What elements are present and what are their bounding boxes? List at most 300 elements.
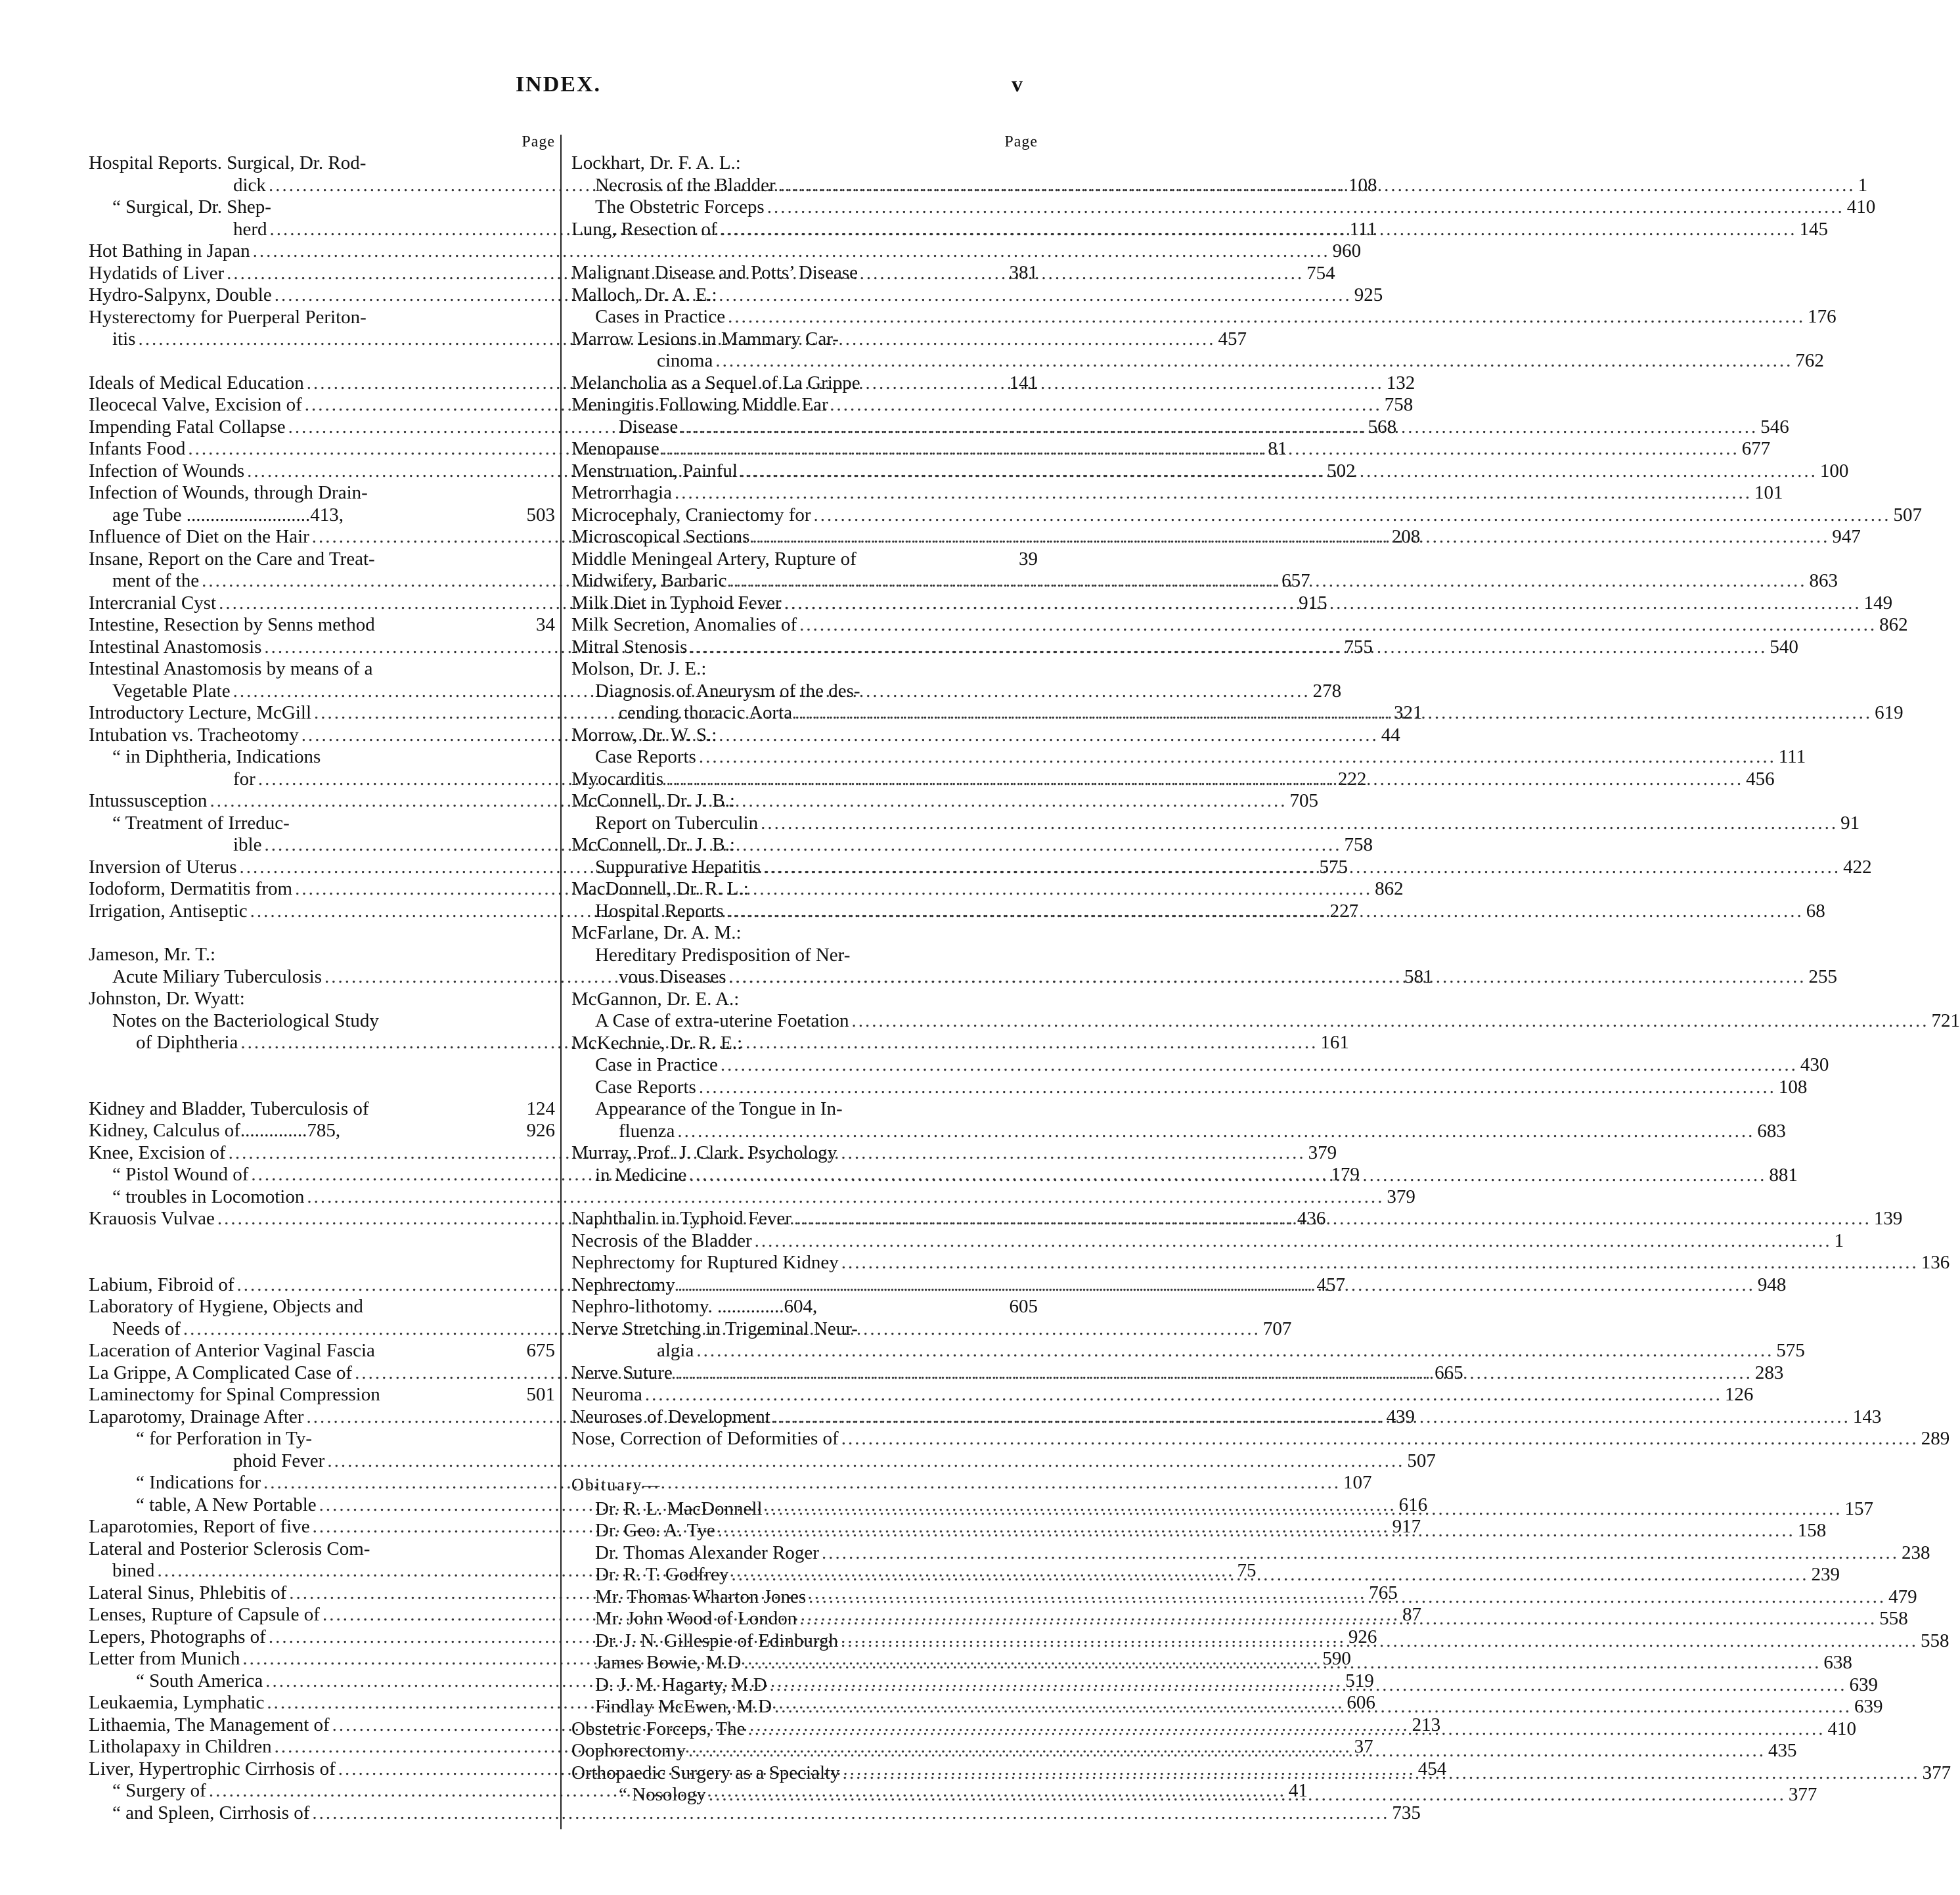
entry-page-number: 101 — [1754, 482, 1783, 503]
entry-title: Milk Diet in Typhoid Fever — [571, 592, 782, 613]
index-entry — [571, 680, 1038, 703]
index-entry — [571, 548, 1038, 571]
entry-title: Dr. R. L. MacDonnell — [595, 1498, 763, 1519]
index-entry — [89, 658, 555, 680]
entry-page-number: 289 — [1921, 1428, 1950, 1449]
leader-dots — [718, 1520, 1795, 1542]
entry-title: “ Treatment of Irreduc- — [112, 812, 290, 834]
entry-page-number: 665 — [1435, 1362, 1463, 1383]
leader-dots — [843, 1762, 1920, 1785]
leader-dots — [675, 1362, 1752, 1385]
entry-title: Lenses, Rupture of Capsule of — [89, 1604, 320, 1625]
entry-page-number: 881 — [1769, 1164, 1798, 1186]
entry-title: “ Indications for — [136, 1472, 261, 1493]
index-entry — [89, 1098, 555, 1121]
index-entry — [571, 350, 1824, 372]
entry-title: Nerve Suture — [571, 1362, 673, 1383]
entry-title: Dr. Geo. A. Tye — [595, 1520, 715, 1541]
entry-page-number: 377 — [1922, 1762, 1951, 1783]
entry-title: Vegetable Plate — [112, 680, 231, 702]
entry-page-number: 108 — [1778, 1076, 1808, 1098]
entry-page-number: 540 — [1770, 636, 1798, 658]
entry-page-number: 758 — [1344, 834, 1373, 855]
leader-dots — [773, 1406, 1850, 1429]
index-entry — [571, 1054, 1829, 1077]
entry-page-number: 454 — [1417, 1758, 1447, 1779]
entry-title: Orthopaedic Surgery as a Specialty — [571, 1762, 840, 1783]
entry-title: McFarlane, Dr. A. M.: — [571, 922, 742, 943]
entry-title: “ South America — [136, 1670, 263, 1691]
entry-page-number: 439 — [1386, 1406, 1415, 1427]
index-entry — [89, 504, 555, 527]
leader-dots — [721, 1054, 1798, 1077]
entry-title: Hospital Reports. Surgical, Dr. Rod- — [89, 152, 367, 173]
leader-dots — [689, 1165, 1766, 1187]
entry-title: Insane, Report on the Care and Treat- — [89, 548, 375, 569]
entry-title: fluenza — [619, 1120, 675, 1142]
leader-dots — [841, 1252, 1919, 1274]
entry-page-number: 479 — [1888, 1586, 1917, 1607]
entry-title: Menstruation, Painful — [571, 460, 738, 481]
entry-page-number: 765 — [1369, 1582, 1398, 1603]
index-entry — [571, 1010, 1960, 1033]
entry-page-number: 735 — [1392, 1802, 1421, 1823]
index-entry — [571, 284, 1038, 307]
leader-dots — [675, 482, 1752, 504]
entry-page-number: 158 — [1797, 1520, 1827, 1541]
index-entry — [571, 394, 1038, 416]
entry-page-number: 126 — [1724, 1384, 1754, 1405]
index-entry — [571, 196, 1876, 219]
index-entry — [89, 548, 555, 571]
entry-title: Liver, Hypertrophic Cirrhosis of — [89, 1758, 336, 1779]
entry-page-number: 606 — [1347, 1692, 1375, 1713]
index-entry — [89, 1538, 555, 1561]
entry-title: Intestine, Resection by Senns method — [89, 614, 375, 635]
entry-title: Metrorrhagia — [571, 482, 672, 503]
index-entry — [571, 878, 1038, 901]
index-entry — [89, 1428, 555, 1450]
page-number: v — [1012, 72, 1023, 97]
leader-dots — [680, 416, 1758, 439]
entry-page-number: 410 — [1827, 1718, 1856, 1739]
leader-dots — [690, 636, 1767, 659]
entry-title: James Bowie, M.D — [595, 1652, 742, 1673]
leader-dots — [770, 1674, 1847, 1697]
entry-page-number: 34 — [536, 614, 555, 635]
entry-page-number: 948 — [1757, 1274, 1787, 1295]
entry-page-number: 705 — [1289, 790, 1318, 811]
entry-page-number: 213 — [1412, 1714, 1441, 1735]
leader-dots — [666, 769, 1743, 791]
entry-page-number: 132 — [1386, 372, 1415, 393]
entry-page-number: 100 — [1819, 460, 1849, 481]
entry-title: Menopause — [571, 438, 659, 459]
entry-page-number: 507 — [1893, 504, 1923, 525]
entry-page-number: 44 — [1381, 724, 1400, 746]
entry-page-number: 410 — [1846, 196, 1876, 217]
entry-title: phoid Fever — [233, 1450, 325, 1471]
leader-dots — [799, 614, 1877, 636]
entry-title: cending thoracic Aorta — [619, 702, 793, 723]
leader-dots — [822, 1542, 1899, 1565]
leader-dots — [809, 1586, 1886, 1609]
entry-title: “ table, A New Portable — [136, 1494, 317, 1515]
entry-title: Lung, Resection of — [571, 218, 717, 240]
index-entry — [571, 1252, 1950, 1274]
leader-dots — [761, 813, 1838, 835]
entry-title: Nephrectomy — [571, 1274, 675, 1295]
entry-page-number: 436 — [1297, 1208, 1326, 1229]
entry-page-number: 145 — [1799, 218, 1828, 240]
index-entry — [89, 240, 1362, 263]
index-entry — [571, 1098, 1038, 1121]
index-entry — [571, 1542, 1930, 1565]
entry-page-number: 255 — [1808, 966, 1838, 987]
entry-page-number: 683 — [1757, 1120, 1786, 1142]
entry-title: in Medicine — [595, 1164, 687, 1186]
entry-title: Intercranial Cyst — [89, 592, 217, 613]
entry-page-number: 581 — [1404, 966, 1433, 987]
entry-page-number: 639 — [1849, 1674, 1879, 1695]
leader-dots — [814, 504, 1891, 527]
entry-page-number: 75 — [1237, 1560, 1257, 1581]
index-entry — [571, 790, 1038, 813]
entry-page-number: 863 — [1809, 570, 1838, 591]
entry-page-number: 721 — [1931, 1010, 1960, 1031]
entry-title: Laparotomies, Report of five — [89, 1516, 310, 1537]
index-entry — [89, 813, 555, 835]
entry-title: “ for Perforation in Ty- — [136, 1428, 313, 1449]
entry-page-number: 862 — [1375, 878, 1404, 899]
leader-dots — [763, 857, 1840, 879]
entry-title: cinoma — [657, 350, 713, 371]
leader-dots — [755, 1230, 1832, 1253]
entry-page-number: 41 — [1288, 1780, 1308, 1801]
entry-title: Acute Miliary Tuberculosis — [112, 966, 322, 987]
index-entry — [571, 989, 1038, 1011]
entry-title: Intubation vs. Tracheotomy — [89, 724, 299, 746]
leader-dots — [732, 1564, 1809, 1586]
leader-dots — [677, 1121, 1754, 1143]
entry-page-number: 377 — [1788, 1784, 1817, 1805]
leader-dots — [767, 196, 1844, 219]
entry-title: Midwifery, Barbaric — [571, 570, 727, 591]
leader-dots — [794, 1208, 1871, 1230]
index-entry — [89, 152, 555, 175]
entry-title: Necrosis of the Bladder — [595, 174, 776, 196]
index-entry — [571, 922, 1038, 945]
index-entry — [89, 482, 555, 504]
entry-title: Neuroses of Development — [571, 1406, 770, 1427]
leader-dots — [744, 1652, 1821, 1674]
entry-title: Impending Fatal Collapse — [89, 416, 286, 437]
entry-page-number: 657 — [1281, 570, 1310, 591]
entry-page-number: 179 — [1331, 1164, 1360, 1185]
entry-title: Infection of Wounds — [89, 460, 245, 481]
entry-title: Laparotomy, Drainage After — [89, 1406, 304, 1427]
index-entry — [571, 1033, 1038, 1055]
entry-title: D. J. M. Hagarty, M.D — [595, 1674, 767, 1695]
leader-dots — [715, 350, 1793, 372]
index-entry — [571, 658, 1038, 680]
index-entry — [571, 1142, 1038, 1165]
entry-page-number: 457 — [1218, 328, 1247, 349]
entry-page-number: 926 — [526, 1120, 555, 1141]
entry-page-number: 87 — [1402, 1604, 1421, 1625]
entry-page-number: 239 — [1811, 1564, 1840, 1585]
obituary-heading: Obituary— — [571, 1475, 661, 1494]
entry-title: Introductory Lecture, McGill — [89, 702, 312, 723]
entry-title: “ Pistol Wound of — [112, 1164, 249, 1185]
entry-title: Infants Food — [89, 438, 186, 459]
entry-page-number: 222 — [1337, 768, 1367, 790]
entry-title: Notes on the Bacteriological Study — [112, 1010, 379, 1031]
entry-page-number: 568 — [1368, 416, 1397, 437]
entry-title: Hereditary Predisposition of Ner- — [595, 944, 851, 966]
entry-page-number: 926 — [1348, 1626, 1377, 1647]
leader-dots — [709, 1784, 1786, 1806]
entry-page-number: 1 — [1858, 174, 1868, 196]
entry-title: Kidney and Bladder, Tuberculosis of — [89, 1098, 369, 1119]
entry-title: Hospital Reports — [595, 900, 724, 922]
leader-dots — [784, 592, 1861, 615]
entry-page-number: 575 — [1776, 1340, 1805, 1361]
entry-title: Laminectomy for Spinal Compression — [89, 1384, 380, 1405]
entry-page-number: 136 — [1921, 1252, 1950, 1273]
entry-title: Microcephaly, Craniectomy for — [571, 504, 811, 525]
entry-title: The Obstetric Forceps — [595, 196, 765, 217]
entry-page-number: 1 — [1834, 1230, 1844, 1251]
entry-title: Hot Bathing in Japan — [89, 240, 250, 261]
entry-title: Laceration of Anterior Vaginal Fascia — [89, 1340, 375, 1361]
entry-page-number: 283 — [1754, 1362, 1784, 1383]
entry-page-number: 111 — [1778, 746, 1806, 767]
index-entry — [89, 1296, 555, 1318]
entry-page-number: 68 — [1806, 900, 1825, 922]
leader-dots — [728, 306, 1805, 328]
entry-title: Necrosis of the Bladder — [571, 1230, 752, 1251]
leader-dots — [747, 1718, 1825, 1741]
entry-title: Suppurative Hepatitis — [595, 856, 761, 878]
leader-dots — [699, 1077, 1776, 1099]
entry-page-number: 639 — [1854, 1696, 1883, 1717]
entry-title: Case in Practice — [595, 1054, 718, 1075]
entry-title: herd — [233, 218, 267, 240]
entry-page-number: 502 — [1327, 460, 1356, 481]
index-entry — [89, 307, 555, 329]
entry-title: “ Surgical, Dr. Shep- — [112, 196, 271, 217]
entry-page-number: 143 — [1852, 1406, 1882, 1427]
entry-page-number: 379 — [1308, 1142, 1337, 1163]
entry-page-number: 605 — [1009, 1296, 1038, 1317]
entry-title: “ Surgery of — [112, 1780, 206, 1801]
entry-title: Molson, Dr. J. E.: — [571, 658, 707, 679]
entry-page-number: 558 — [1921, 1630, 1949, 1651]
entry-page-number: 546 — [1760, 416, 1789, 437]
leader-dots — [699, 746, 1776, 769]
entry-title: age Tube ..........................413, — [112, 504, 344, 525]
entry-page-number: 590 — [1322, 1648, 1351, 1669]
entry-page-number: 638 — [1823, 1652, 1852, 1673]
leader-dots — [841, 1630, 1918, 1653]
entry-title: bined — [112, 1560, 155, 1581]
leader-dots — [696, 1340, 1773, 1362]
entry-title: “ and Spleen, Cirrhosis of — [112, 1802, 310, 1823]
leader-dots — [688, 1740, 1766, 1762]
entry-title: Lepers, Photographs of — [89, 1626, 266, 1647]
index-entry — [571, 1340, 1805, 1362]
entry-title: Ideals of Medical Education — [89, 372, 304, 393]
entry-title: A Case of extra-uterine Foetation — [595, 1010, 849, 1031]
entry-title: Myocarditis — [571, 768, 664, 790]
entry-title: Lateral Sinus, Phlebitis of — [89, 1582, 287, 1603]
entry-page-number: 501 — [526, 1384, 555, 1405]
column-divider — [560, 135, 562, 1829]
entry-page-number: 176 — [1808, 306, 1837, 327]
entry-title: MacDonnell, Dr. R. L.: — [571, 878, 749, 899]
entry-page-number: 925 — [1354, 284, 1383, 305]
entry-title: Nephrectomy for Ruptured Kidney — [571, 1252, 839, 1273]
entry-title: Morrow, Dr. W. S.: — [571, 724, 717, 746]
entry-title: Dr. Thomas Alexander Roger — [595, 1542, 819, 1563]
entry-title: Nephro-lithotomy. ..............604, — [571, 1296, 818, 1317]
index-entry — [89, 1340, 555, 1362]
entry-title: Malloch, Dr. A. E.: — [571, 284, 717, 305]
entry-page-number: 503 — [526, 504, 555, 525]
entry-title: Intussusception — [89, 790, 208, 811]
entry-title: Ileocecal Valve, Excision of — [89, 394, 302, 415]
entry-page-number: 915 — [1299, 592, 1327, 613]
entry-title: Lockhart, Dr. F. A. L.: — [571, 152, 741, 173]
entry-title: Nose, Correction of Deformities of — [571, 1428, 839, 1449]
entry-page-number: 619 — [1875, 702, 1904, 723]
index-entry — [571, 1230, 1844, 1253]
entry-title: McConnell, Dr. J. B.: — [571, 790, 735, 811]
entry-title: Litholapaxy in Children — [89, 1736, 272, 1757]
entry-title: Intestinal Anastomosis — [89, 636, 262, 658]
index-entry — [571, 482, 1783, 504]
entry-title: McKechnie, Dr. R. E.: — [571, 1032, 743, 1054]
entry-page-number: 960 — [1332, 240, 1362, 261]
index-entry — [89, 1186, 1415, 1209]
entry-page-number: 507 — [1407, 1450, 1436, 1471]
index-entry — [571, 1120, 1786, 1143]
leader-dots — [765, 1498, 1842, 1521]
page-column-label: Page — [1004, 133, 1038, 150]
leader-dots — [752, 526, 1829, 548]
entry-title: Appearance of the Tongue in In- — [595, 1098, 843, 1119]
entry-page-number: 107 — [1343, 1472, 1372, 1493]
entry-page-number: 238 — [1901, 1542, 1930, 1563]
index-entry — [89, 1384, 555, 1406]
entry-title: Malignant Disease and Potts’ Disease — [571, 262, 858, 283]
leader-dots — [740, 460, 1817, 483]
entry-title: Nerve Stretching in Trigeminal Neur- — [571, 1318, 858, 1339]
entry-title: Leukaemia, Lymphatic — [89, 1692, 265, 1713]
index-entry — [571, 1296, 1038, 1318]
entry-page-number: 675 — [526, 1340, 555, 1361]
leader-dots — [662, 438, 1739, 460]
entry-title: Report on Tuberculin — [595, 812, 759, 834]
entry-page-number: 430 — [1800, 1054, 1829, 1075]
entry-title: La Grippe, A Complicated Case of — [89, 1362, 353, 1383]
index-entry — [89, 746, 555, 769]
entry-page-number: 139 — [1873, 1208, 1903, 1229]
entry-title: Dr. J. N. Gillespie of Edinburgh — [595, 1630, 838, 1651]
entry-title: Intestinal Anastomosis by means of a — [89, 658, 373, 679]
entry-title: Infection of Wounds, through Drain- — [89, 482, 368, 503]
index-entry — [89, 196, 555, 219]
entry-title: Murray, Prof. J. Clark. Psychology — [571, 1142, 837, 1163]
index-entry — [89, 944, 555, 966]
entry-title: Mitral Stenosis — [571, 636, 688, 658]
leader-dots — [795, 702, 1872, 725]
index-entry — [89, 1802, 1421, 1825]
entry-title: Mr. Thomas Wharton Jones — [595, 1586, 807, 1607]
index-entry — [571, 834, 1038, 857]
leader-dots — [799, 1608, 1877, 1630]
index-entry — [89, 1010, 555, 1033]
leader-dots — [645, 1384, 1722, 1406]
entry-title: Laboratory of Hygiene, Objects and — [89, 1296, 363, 1317]
entry-page-number: 435 — [1768, 1740, 1797, 1761]
index-entry — [89, 614, 555, 636]
entry-title: Dr. R. T. Godfrey — [595, 1564, 729, 1585]
entry-title: ible — [233, 834, 262, 855]
entry-page-number: 755 — [1344, 636, 1373, 658]
entry-title: Middle Meningeal Artery, Rupture of — [571, 548, 857, 569]
entry-title: Iodoform, Dermatitis from — [89, 878, 293, 899]
leader-dots — [778, 175, 1856, 197]
index-entry — [571, 1384, 1754, 1406]
entry-title: “ troubles in Locomotion — [112, 1186, 305, 1207]
entry-page-number: 91 — [1840, 812, 1860, 834]
entry-page-number: 39 — [1019, 548, 1038, 569]
entry-title: Influence of Diet on the Hair — [89, 526, 309, 547]
entry-title: Needs of — [112, 1318, 181, 1339]
index-entry — [571, 614, 1908, 636]
entry-title: for — [233, 768, 256, 790]
entry-page-number: 457 — [1316, 1274, 1346, 1295]
entry-title: Milk Secretion, Anomalies of — [571, 614, 797, 635]
index-entry — [89, 1120, 555, 1142]
leader-dots — [774, 1696, 1852, 1718]
entry-page-number: 519 — [1345, 1670, 1374, 1691]
entry-title: Letter from Munich — [89, 1648, 240, 1669]
entry-page-number: 754 — [1306, 262, 1335, 284]
entry-title: Lithaemia, The Management of — [89, 1714, 330, 1735]
entry-title: Melancholia as a Sequel of La Grippe — [571, 372, 860, 393]
index-entry — [89, 988, 555, 1010]
entry-title: dick — [233, 174, 266, 196]
index-entry — [571, 152, 1038, 175]
entry-page-number: 141 — [1009, 372, 1038, 393]
entry-title: Disease — [619, 416, 679, 437]
entry-page-number: 917 — [1392, 1516, 1421, 1537]
entry-title: algia — [657, 1340, 694, 1361]
entry-title: Hydro-Salpynx, Double — [89, 284, 272, 305]
entry-title: Hydatids of Liver — [89, 262, 225, 284]
leader-dots — [729, 966, 1806, 989]
entry-title: Case Reports — [595, 1076, 696, 1098]
entry-title: Johnston, Dr. Wyatt: — [89, 988, 245, 1009]
entry-title: Oophorectomy — [571, 1740, 686, 1761]
entry-title: Findlay McEwen, M.D — [595, 1696, 772, 1717]
entry-page-number: 381 — [1009, 262, 1038, 283]
leader-dots — [726, 901, 1804, 923]
page-title: INDEX. — [515, 72, 602, 97]
